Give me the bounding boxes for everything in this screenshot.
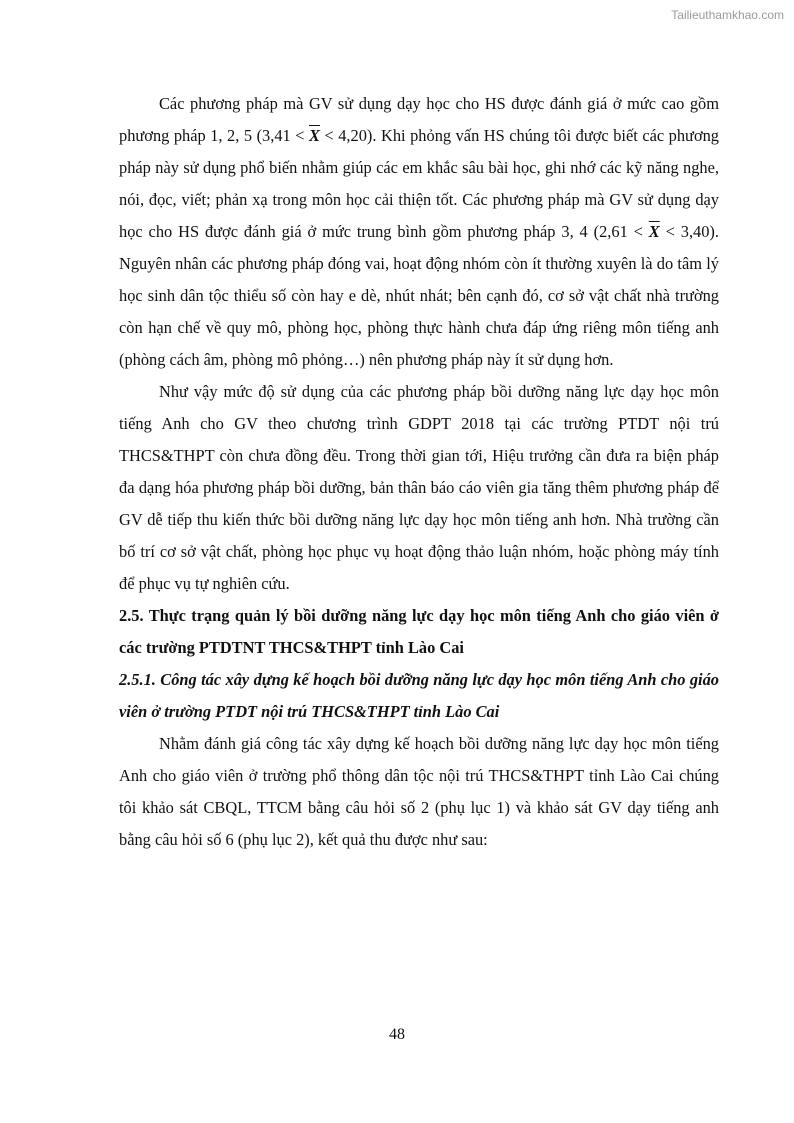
mean-symbol: $\overline{X}$: [309, 126, 320, 145]
mean-symbol: $\overline{X}$: [648, 222, 660, 241]
page-body: [119, 88, 719, 856]
page-number: 48: [389, 1026, 405, 1043]
paragraph-methods-assessment: Các phương pháp mà GV sử dụng dạy học cho HS được đánh giá ở mức cao gồm phương pháp 1, 2, 5 $(3,41 < \overline{X} < 4,20)$. Khi phỏng vấn HS chúng tôi được biết các phương pháp này sử dụng phổ biến nhằm giúp các em khắc sâu bài học, ghi nhớ các kỹ năng nghe, nói, đọc, viết; phản xạ trong môn học cải thiện tốt. Các phương pháp mà GV sử dụng dạy học cho HS được đánh giá ở mức trung bình gồm phương pháp 3, 4 $(2,61 < \overline{X} < 3,40)$. Nguyên nhân các phương pháp đóng vai, hoạt động nhóm còn ít thường xuyên là do tâm lý học sinh dân tộc thiểu số còn hay e dè, nhút nhát; bên cạnh đó, cơ sở vật chất nhà trường còn hạn chế về quy mô, phòng học, phòng thực hành chưa đáp ứng riêng môn tiếng anh (phòng cách âm, phòng mô phỏng…) nên phương pháp này ít sử dụng hơn.: [119, 94, 719, 369]
watermark: Tailieuthamkhao.com: [671, 8, 784, 22]
section-heading-2-5: 2.5. Thực trạng quản lý bồi dưỡng năng lực dạy học môn tiếng Anh cho giáo viên ở các trường PTDTNT THCS&THPT tỉnh Lào Cai: [119, 606, 719, 657]
paragraph-conclusion: Như vậy mức độ sử dụng của các phương pháp bồi dưỡng năng lực dạy học môn tiếng Anh cho GV theo chương trình GDPT 2018 tại các trường PTDT nội trú THCS&THPT còn chưa đồng đều. Trong thời gian tới, Hiệu trưởng cần đưa ra biện pháp đa dạng hóa phương pháp bồi dưỡng, bản thân báo cáo viên gia tăng thêm phương pháp để GV dễ tiếp thu kiến thức bồi dưỡng năng lực dạy học môn tiếng anh hơn. Nhà trường cần bố trí cơ sở vật chất, phòng học phục vụ hoạt động thảo luận nhóm, hoặc phòng máy tính để phục vụ tự nghiên cứu.: [119, 382, 719, 593]
subsection-heading-2-5-1: 2.5.1. Công tác xây dựng kế hoạch bồi dưỡng năng lực dạy học môn tiếng Anh cho giáo viên ở trường PTDT nội trú THCS&THPT tỉnh Lào Cai: [119, 670, 719, 721]
paragraph-survey-intro: Nhằm đánh giá công tác xây dựng kế hoạch bồi dưỡng năng lực dạy học môn tiếng Anh cho giáo viên ở trường phổ thông dân tộc nội trú THCS&THPT tỉnh Lào Cai chúng tôi khảo sát CBQL, TTCM bằng câu hỏi số 2 (phụ lục 1) và khảo sát GV dạy tiếng anh bằng câu hỏi số 6 (phụ lục 2), kết quả thu được như sau:: [119, 734, 719, 849]
